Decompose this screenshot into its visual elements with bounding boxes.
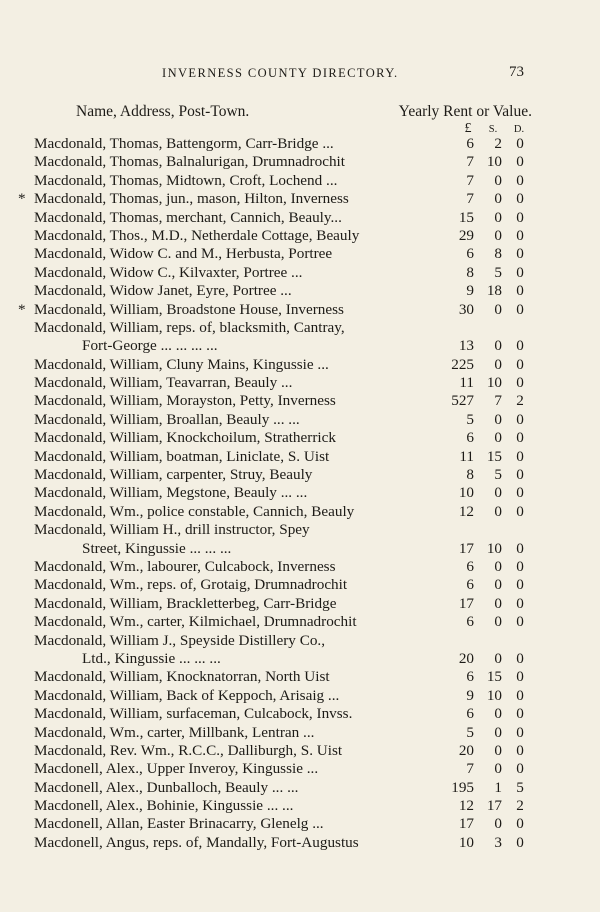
entry-shillings: 0 xyxy=(494,226,502,244)
entry-shillings: 0 xyxy=(494,705,502,723)
entry-pence: 0 xyxy=(516,466,524,484)
directory-entry xyxy=(0,521,600,539)
entry-pence: 0 xyxy=(516,429,524,447)
entry-shillings: 0 xyxy=(494,723,502,741)
entry-text: Macdonald, William, Knocknatorran, North Uist xyxy=(34,668,330,686)
entry-shillings: 0 xyxy=(494,557,502,575)
directory-entry xyxy=(0,797,600,815)
entry-shillings: 0 xyxy=(494,613,502,631)
directory-entry xyxy=(0,374,600,392)
entry-shillings: 0 xyxy=(494,649,502,667)
directory-entry xyxy=(0,613,600,631)
entry-shillings: 0 xyxy=(494,410,502,428)
directory-entry xyxy=(0,834,600,852)
entry-pounds: 6 xyxy=(466,429,474,447)
entry-pence: 0 xyxy=(516,190,524,208)
entry-text: Macdonald, William, Broallan, Beauly ... ... xyxy=(34,410,300,428)
entry-pence: 0 xyxy=(516,502,524,520)
entry-pence: 0 xyxy=(516,447,524,465)
entry-text: Macdonell, Allan, Easter Brinacarry, Glenelg ... xyxy=(34,815,324,833)
directory-entry xyxy=(0,411,600,429)
entry-pence: 0 xyxy=(516,245,524,263)
shillings-unit: S. xyxy=(488,124,498,135)
directory-entry xyxy=(0,356,600,374)
entry-pence: 0 xyxy=(516,613,524,631)
entry-pounds: 6 xyxy=(466,668,474,686)
directory-entry xyxy=(0,558,600,576)
entry-text: Macdonald, William, Knockchoilum, Stratherrick xyxy=(34,429,336,447)
entry-shillings: 7 xyxy=(494,392,502,410)
entry-shillings: 0 xyxy=(494,190,502,208)
entry-pence: 0 xyxy=(516,208,524,226)
entry-shillings: 0 xyxy=(494,337,502,355)
entry-pounds: 9 xyxy=(466,686,474,704)
directory-entry xyxy=(0,632,600,650)
directory-entries xyxy=(0,135,600,852)
directory-entry xyxy=(0,245,600,263)
directory-entry xyxy=(0,668,600,686)
pence-unit: D. xyxy=(513,124,525,135)
directory-entry xyxy=(0,705,600,723)
column-headers xyxy=(0,103,600,121)
directory-entry xyxy=(0,153,600,171)
entry-shillings: 0 xyxy=(494,355,502,373)
directory-entry xyxy=(0,484,600,502)
entry-pence: 0 xyxy=(516,135,524,152)
entry-text: Macdonald, Thomas, jun., mason, Hilton, Inverness xyxy=(34,190,349,208)
entry-shillings: 10 xyxy=(486,686,502,704)
entry-text: Macdonald, William, reps. of, blacksmith, Cantray, xyxy=(34,318,345,336)
entry-pence: 0 xyxy=(516,741,524,759)
entry-text: Macdonald, Widow Janet, Eyre, Portree ... xyxy=(34,282,292,300)
entry-pence: 0 xyxy=(516,668,524,686)
entry-shillings: 15 xyxy=(486,447,502,465)
directory-entry xyxy=(0,264,600,282)
entry-shillings: 15 xyxy=(486,668,502,686)
entry-text: Ltd., Kingussie ... ... ... xyxy=(82,649,221,667)
entry-pounds: 11 xyxy=(459,374,474,392)
entry-pounds: 6 xyxy=(466,576,474,594)
directory-entry xyxy=(0,742,600,760)
directory-entry xyxy=(0,172,600,190)
entry-pence: 0 xyxy=(516,374,524,392)
entry-pounds: 9 xyxy=(466,282,474,300)
entry-pounds: 15 xyxy=(458,208,474,226)
directory-entry xyxy=(0,448,600,466)
entry-marker: * xyxy=(18,190,26,208)
entry-pence: 2 xyxy=(516,797,524,815)
entry-shillings: 1 xyxy=(494,778,502,796)
entry-text: Macdonald, Thomas, merchant, Cannich, Beauly... xyxy=(34,208,342,226)
entry-pounds: 11 xyxy=(459,447,474,465)
entry-pounds: 6 xyxy=(466,245,474,263)
directory-entry xyxy=(0,135,600,153)
entry-shillings: 18 xyxy=(486,282,502,300)
entry-shillings: 0 xyxy=(494,576,502,594)
entry-text: Macdonald, William, Broadstone House, Inverness xyxy=(34,300,344,318)
entry-pounds: 195 xyxy=(451,778,474,796)
entry-pence: 0 xyxy=(516,594,524,612)
directory-entry xyxy=(0,650,600,668)
entry-pence: 0 xyxy=(516,815,524,833)
entry-pounds: 20 xyxy=(458,649,474,667)
entry-shillings: 10 xyxy=(486,153,502,171)
entry-shillings: 0 xyxy=(494,760,502,778)
entry-text: Street, Kingussie ... ... ... xyxy=(82,539,232,557)
entry-shillings: 0 xyxy=(494,815,502,833)
entry-pounds: 5 xyxy=(466,723,474,741)
entry-shillings: 10 xyxy=(486,374,502,392)
directory-entry xyxy=(0,301,600,319)
entry-pence: 0 xyxy=(516,760,524,778)
entry-pounds: 527 xyxy=(451,392,474,410)
directory-entry xyxy=(0,190,600,208)
entry-pence: 0 xyxy=(516,337,524,355)
entry-pounds: 29 xyxy=(458,226,474,244)
entry-pounds: 17 xyxy=(458,539,474,557)
entry-shillings: 5 xyxy=(494,466,502,484)
entry-pounds: 12 xyxy=(458,797,474,815)
entry-text: Macdonald, Thos., M.D., Netherdale Cottage, Beauly xyxy=(34,226,360,244)
entry-text: Macdonald, William, boatman, Liniclate, S. Uist xyxy=(34,447,330,465)
entry-text: Macdonald, William, surfaceman, Culcabock, Invss. xyxy=(34,705,353,723)
directory-entry xyxy=(0,337,600,355)
entry-pounds: 7 xyxy=(466,760,474,778)
entry-pence: 0 xyxy=(516,300,524,318)
directory-entry xyxy=(0,724,600,742)
directory-entry xyxy=(0,466,600,484)
entry-text: Macdonald, Widow C., Kilvaxter, Portree ... xyxy=(34,263,303,281)
entry-shillings: 2 xyxy=(494,135,502,152)
entry-shillings: 5 xyxy=(494,263,502,281)
entry-text: Macdonald, Wm., police constable, Cannich, Beauly xyxy=(34,502,355,520)
entry-text: Macdonell, Alex., Bohinie, Kingussie ... ... xyxy=(34,797,294,815)
entry-text: Macdonald, Rev. Wm., R.C.C., Dalliburgh, S. Uist xyxy=(34,741,343,759)
entry-pounds: 6 xyxy=(466,135,474,152)
entry-pounds: 10 xyxy=(458,484,474,502)
entry-shillings: 0 xyxy=(494,171,502,189)
entry-text: Macdonald, William, Teavarran, Beauly ... xyxy=(34,374,293,392)
entry-text: Macdonald, William, Megstone, Beauly ... ... xyxy=(34,484,308,502)
entry-pounds: 17 xyxy=(458,594,474,612)
entry-pence: 0 xyxy=(516,576,524,594)
entry-pence: 0 xyxy=(516,226,524,244)
entry-pence: 0 xyxy=(516,410,524,428)
directory-entry xyxy=(0,209,600,227)
entry-shillings: 0 xyxy=(494,502,502,520)
directory-entry xyxy=(0,227,600,245)
entry-shillings: 17 xyxy=(486,797,502,815)
entry-text: Macdonald, William H., drill instructor, Spey xyxy=(34,521,310,539)
entry-pounds: 20 xyxy=(458,741,474,759)
running-head xyxy=(0,64,600,84)
entry-text: Macdonald, Wm., carter, Millbank, Lentran ... xyxy=(34,723,315,741)
entry-pounds: 30 xyxy=(458,300,474,318)
name-address-header: Name, Address, Post-Town. xyxy=(76,103,250,120)
directory-entry xyxy=(0,429,600,447)
entry-shillings: 0 xyxy=(494,208,502,226)
entry-pence: 0 xyxy=(516,282,524,300)
entry-pence: 0 xyxy=(516,539,524,557)
entry-pence: 5 xyxy=(516,778,524,796)
entry-pounds: 5 xyxy=(466,410,474,428)
directory-entry xyxy=(0,687,600,705)
directory-entry xyxy=(0,576,600,594)
entry-shillings: 0 xyxy=(494,594,502,612)
directory-title: INVERNESS COUNTY DIRECTORY. xyxy=(162,66,399,80)
directory-entry xyxy=(0,595,600,613)
entry-text: Macdonald, Wm., reps. of, Grotaig, Drumnadrochit xyxy=(34,576,348,594)
entry-pounds: 7 xyxy=(466,153,474,171)
directory-entry xyxy=(0,779,600,797)
pounds-unit: £ xyxy=(464,121,472,136)
entry-text: Macdonald, Wm., labourer, Culcabock, Inverness xyxy=(34,557,336,575)
entry-text: Macdonald, William, carpenter, Struy, Beauly xyxy=(34,466,313,484)
entry-pounds: 225 xyxy=(451,355,474,373)
entry-text: Macdonald, Widow C. and M., Herbusta, Portree xyxy=(34,245,333,263)
entry-pence: 2 xyxy=(516,392,524,410)
entry-text: Macdonald, Wm., carter, Kilmichael, Drumnadrochit xyxy=(34,613,357,631)
entry-text: Macdonald, Thomas, Midtown, Croft, Lochend ... xyxy=(34,171,338,189)
directory-entry xyxy=(0,319,600,337)
entry-pence: 0 xyxy=(516,723,524,741)
rent-value-header: Yearly Rent or Value. xyxy=(398,103,532,120)
entry-pence: 0 xyxy=(516,705,524,723)
entry-text: Macdonell, Alex., Upper Inveroy, Kingussie ... xyxy=(34,760,319,778)
entry-pence: 0 xyxy=(516,171,524,189)
entry-pounds: 7 xyxy=(466,190,474,208)
entry-shillings: 8 xyxy=(494,245,502,263)
entry-text: Macdonald, William J., Speyside Distillery Co., xyxy=(34,631,326,649)
entry-marker: * xyxy=(18,300,26,318)
entry-shillings: 0 xyxy=(494,484,502,502)
entry-text: Macdonell, Angus, reps. of, Mandally, Fort-Augustus xyxy=(34,833,359,851)
entry-shillings: 0 xyxy=(494,300,502,318)
directory-entry xyxy=(0,392,600,410)
entry-text: Fort-George ... ... ... ... xyxy=(82,337,218,355)
entry-text: Macdonell, Alex., Dunballoch, Beauly ... ... xyxy=(34,778,299,796)
entry-shillings: 3 xyxy=(494,833,502,851)
entry-pounds: 8 xyxy=(466,466,474,484)
entry-pence: 0 xyxy=(516,153,524,171)
entry-pounds: 13 xyxy=(458,337,474,355)
entry-shillings: 0 xyxy=(494,741,502,759)
entry-pounds: 8 xyxy=(466,263,474,281)
entry-pence: 0 xyxy=(516,649,524,667)
entry-pounds: 6 xyxy=(466,557,474,575)
entry-pence: 0 xyxy=(516,686,524,704)
entry-pounds: 12 xyxy=(458,502,474,520)
directory-entry xyxy=(0,503,600,521)
entry-pence: 0 xyxy=(516,833,524,851)
entry-pence: 0 xyxy=(516,355,524,373)
entry-text: Macdonald, William, Cluny Mains, Kingussie ... xyxy=(34,355,329,373)
directory-entry xyxy=(0,282,600,300)
entry-pence: 0 xyxy=(516,263,524,281)
page-number: 73 xyxy=(509,64,524,80)
entry-shillings: 10 xyxy=(486,539,502,557)
entry-pence: 0 xyxy=(516,557,524,575)
directory-entry xyxy=(0,540,600,558)
entry-pence: 0 xyxy=(516,484,524,502)
entry-pounds: 7 xyxy=(466,171,474,189)
entry-text: Macdonald, William, Brackletterbeg, Carr-Bridge xyxy=(34,594,337,612)
entry-pounds: 17 xyxy=(458,815,474,833)
entry-pounds: 6 xyxy=(466,705,474,723)
entry-shillings: 0 xyxy=(494,429,502,447)
directory-entry xyxy=(0,760,600,778)
entry-pounds: 6 xyxy=(466,613,474,631)
entry-text: Macdonald, Thomas, Battengorm, Carr-Bridge ... xyxy=(34,135,334,152)
entry-text: Macdonald, Thomas, Balnalurigan, Drumnadrochit xyxy=(34,153,345,171)
entry-text: Macdonald, William, Morayston, Petty, Inverness xyxy=(34,392,336,410)
entry-pounds: 10 xyxy=(458,833,474,851)
directory-entry xyxy=(0,815,600,833)
entry-text: Macdonald, William, Back of Keppoch, Arisaig ... xyxy=(34,686,340,704)
